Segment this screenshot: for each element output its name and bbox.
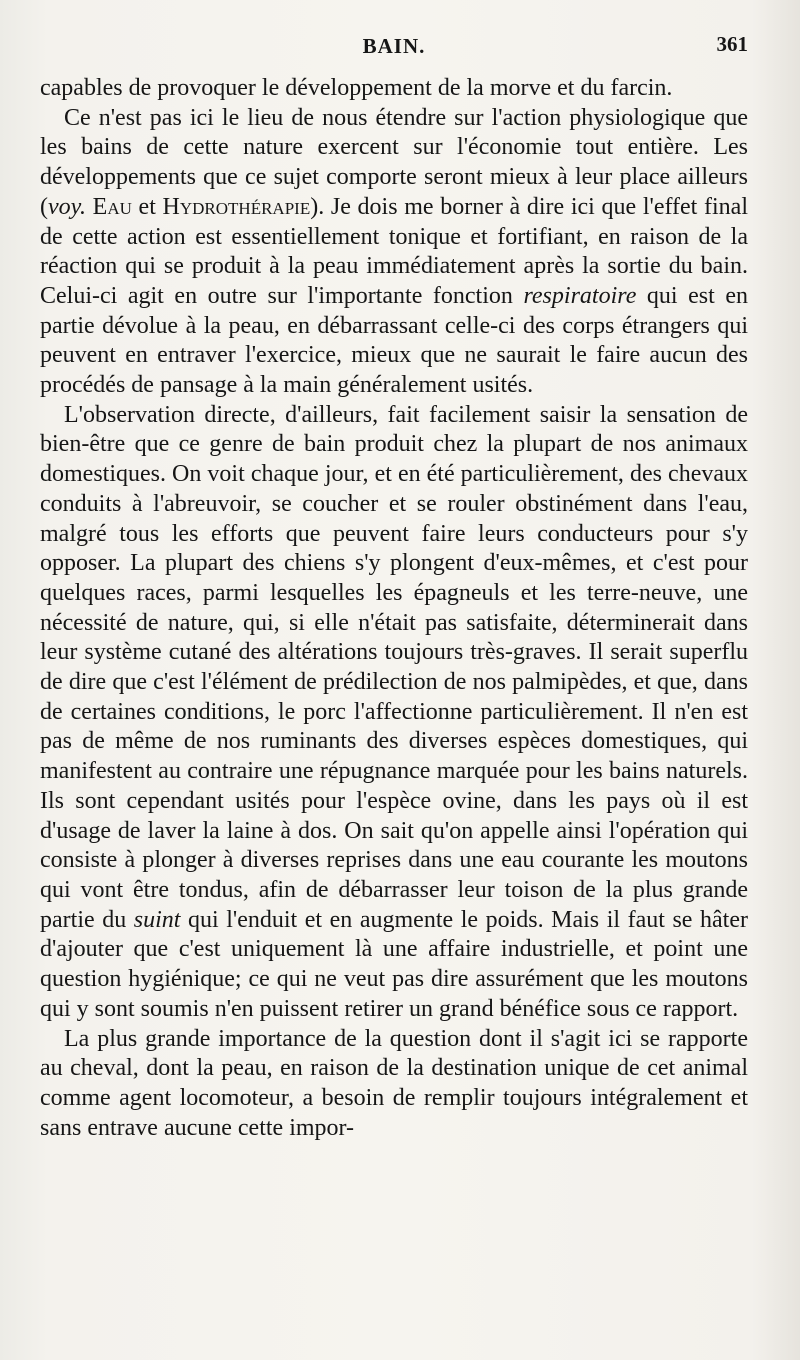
italic-suint: suint	[133, 906, 181, 933]
paragraph-horse	[40, 1025, 748, 1144]
paragraph-physiology	[40, 104, 748, 401]
text-run: qui l'enduit et en augmente le poids. Mais il faut se hâter d'ajouter que c'est uniquement là une affaire industrielle, et point une question hygiénique; ce qui ne veut pas dire assurément que les moutons qui y sont soumis n'en puissent retirer un grand bénéfice sous ce rapport.	[40, 906, 748, 1022]
running-title: BAIN.	[362, 34, 426, 58]
text-run: capables de provoquer le développement de la morve et du farcin.	[40, 75, 673, 101]
italic-voy: voy.	[48, 193, 86, 220]
cross-reference-hydrotherapie: Hydrothérapie	[162, 193, 311, 220]
text-run: Ce n'est pas ici le lieu de nous étendre sur l'action physiologique que les bains de cette nature exercent sur l'économie tout entière. Les développements que ce sujet comporte seront mieux à leur place ailleurs (	[40, 104, 748, 220]
cross-reference-eau: Eau	[92, 193, 132, 220]
paragraph-continuation	[40, 74, 748, 104]
running-head	[40, 32, 748, 74]
text-run: ). Je dois me borner à dire ici que l'effet final de cette action est essentiellement tonique et fortifiant, en raison de la réaction qui se produit à la peau immédiatement après la sortie du bain. Celui-ci agit en outre sur l'importante fonction	[40, 193, 748, 309]
text-run: et	[131, 193, 163, 220]
italic-respiratoire: respiratoire	[523, 282, 637, 309]
text-run: L'observation directe, d'ailleurs, fait facilement saisir la sensation de bien-être que ce genre de bain produit chez la plupart de nos animaux domestiques. On voit chaque jour, et en été particulièrement, des chevaux conduits à l'abreuvoir, se coucher et se rouler obstinément dans l'eau, malgré tous les efforts que peuvent faire leurs conducteurs pour s'y opposer. La plupart des chiens s'y plongent d'eux-mêmes, et c'est pour quelques races, parmi lesquelles les épagneuls et les terre-neuve, une nécessité de nature, qui, si elle n'était pas satisfaite, déterminerait dans leur système cutané des altérations toujours très-graves. Il serait superflu de dire que c'est l'élément de prédilection de nos palmipèdes, et que, dans de certaines conditions, le porc l'affectionne particulièrement. Il n'en est pas de même de nos ruminants des diverses espèces domestiques, qui manifestent au contraire une répugnance marquée pour les bains naturels. Ils sont cependant usités pour l'espèce ovine, dans les pays où il est d'usage de laver la laine à dos. On sait qu'on appelle ainsi l'opération qui consiste à plonger à diverses reprises dans une eau courante les moutons qui vont être tondus, afin de débarrasser leur toison de la plus grande partie du	[40, 401, 748, 933]
text-run: qui est en partie dévolue à la peau, en débarrassant celle-ci des corps étrangers qui peuvent en entraver l'exercice, mieux que ne saurait le faire aucun des procédés de pansage à la main généralement usités.	[40, 282, 748, 399]
text-body	[40, 74, 748, 1143]
text-run	[86, 194, 93, 220]
page-number: 361	[716, 32, 748, 56]
text-run: La plus grande importance de la question dont il s'agit ici se rapporte au cheval, dont la peau, en raison de la destination unique de cet animal comme agent locomoteur, a besoin de remplir toujours intégralement et sans entrave aucune cette impor-	[40, 1025, 748, 1141]
paragraph-observation	[40, 401, 748, 1025]
